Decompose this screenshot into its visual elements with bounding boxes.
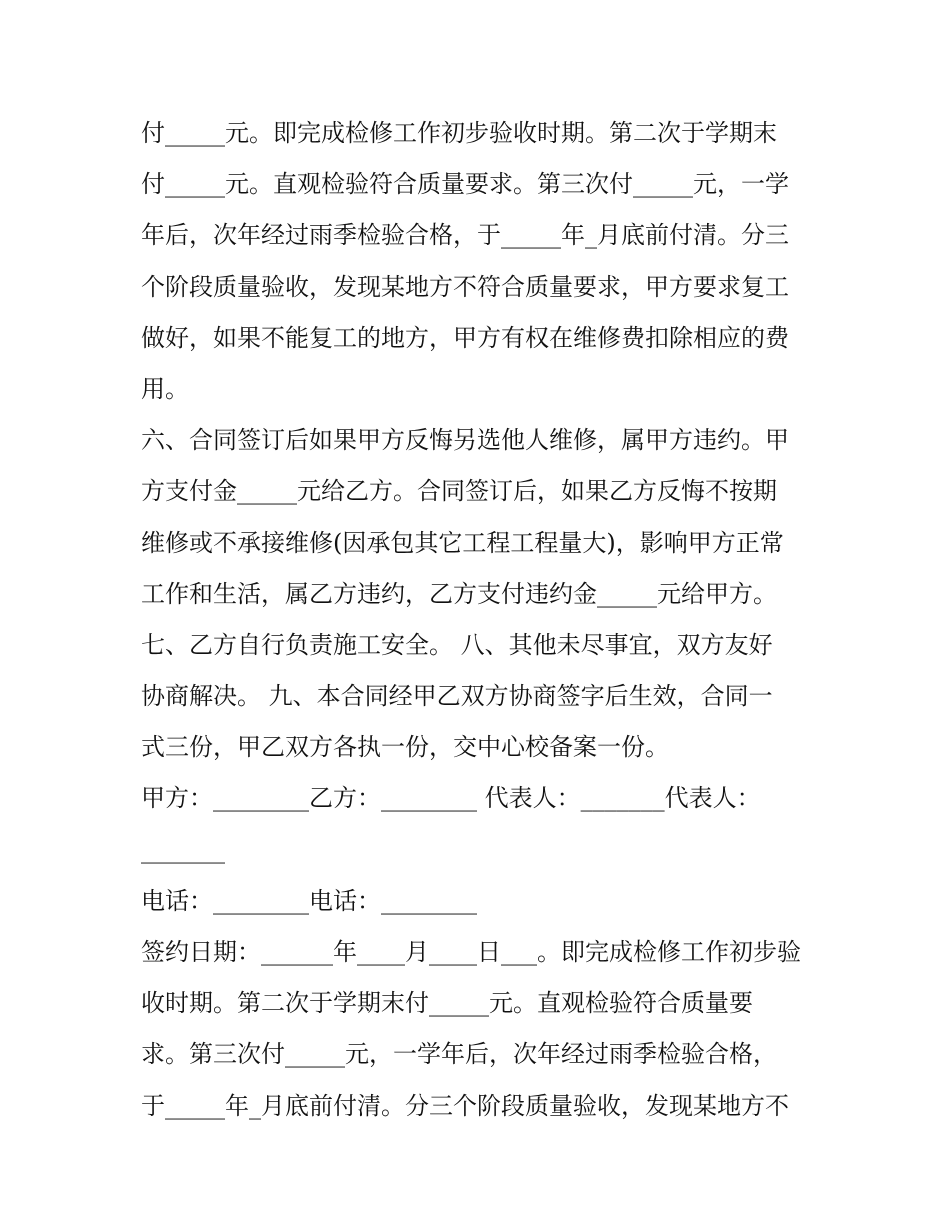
body-line: 工作和生活，属乙方违约，乙方支付违约金_____元给甲方。	[141, 579, 777, 608]
phone-line: 电话：________电话：________	[141, 886, 477, 915]
clause-seven-line: 七、乙方自行负责施工安全。 八、其他未尽事宜，双方友好	[141, 630, 773, 659]
clause-six-line: 六、合同签订后如果甲方反悔另选他人维修，属甲方违约。甲	[141, 426, 789, 455]
signature-parties-line: 甲方：________乙方：________ 代表人：_______代表人：	[141, 784, 761, 813]
body-line: 付_____元。即完成检修工作初步验收时期。第二次于学期末	[141, 119, 777, 147]
body-line: 求。第三次付_____元，一学年后，次年经过雨季检验合格，	[141, 1040, 777, 1069]
body-line: 付_____元。直观检验符合质量要求。第三次付_____元，一学	[141, 170, 789, 199]
body-line: 协商解决。 九、本合同经甲乙双方协商签字后生效，合同一	[141, 682, 773, 711]
body-line: 收时期。第二次于学期末付_____元。直观检验符合质量要	[141, 989, 753, 1018]
body-line: 于_____年_月底前付清。分三个阶段质量验收，发现某地方不	[141, 1091, 789, 1120]
body-line: 年后，次年经过雨季检验合格，于_____年_月底前付清。分三	[141, 221, 789, 250]
body-line: 方支付金_____元给乙方。合同签订后，如果乙方反悔不按期	[141, 477, 777, 506]
contract-body	[141, 108, 821, 1132]
body-line: 式三份，甲乙双方各执一份，交中心校备案一份。	[141, 733, 669, 762]
body-line: 用。	[141, 374, 189, 403]
signature-blank-line: _______	[141, 835, 225, 864]
sign-date-line: 签约日期：______年____月____日___。即完成检修工作初步验	[141, 938, 801, 966]
body-line: 维修或不承接维修(因承包其它工程工程量大)，影响甲方正常	[141, 528, 784, 557]
body-line: 个阶段质量验收，发现某地方不符合质量要求，甲方要求复工	[141, 272, 789, 301]
body-line: 做好，如果不能复工的地方，甲方有权在维修费扣除相应的费	[141, 323, 789, 352]
